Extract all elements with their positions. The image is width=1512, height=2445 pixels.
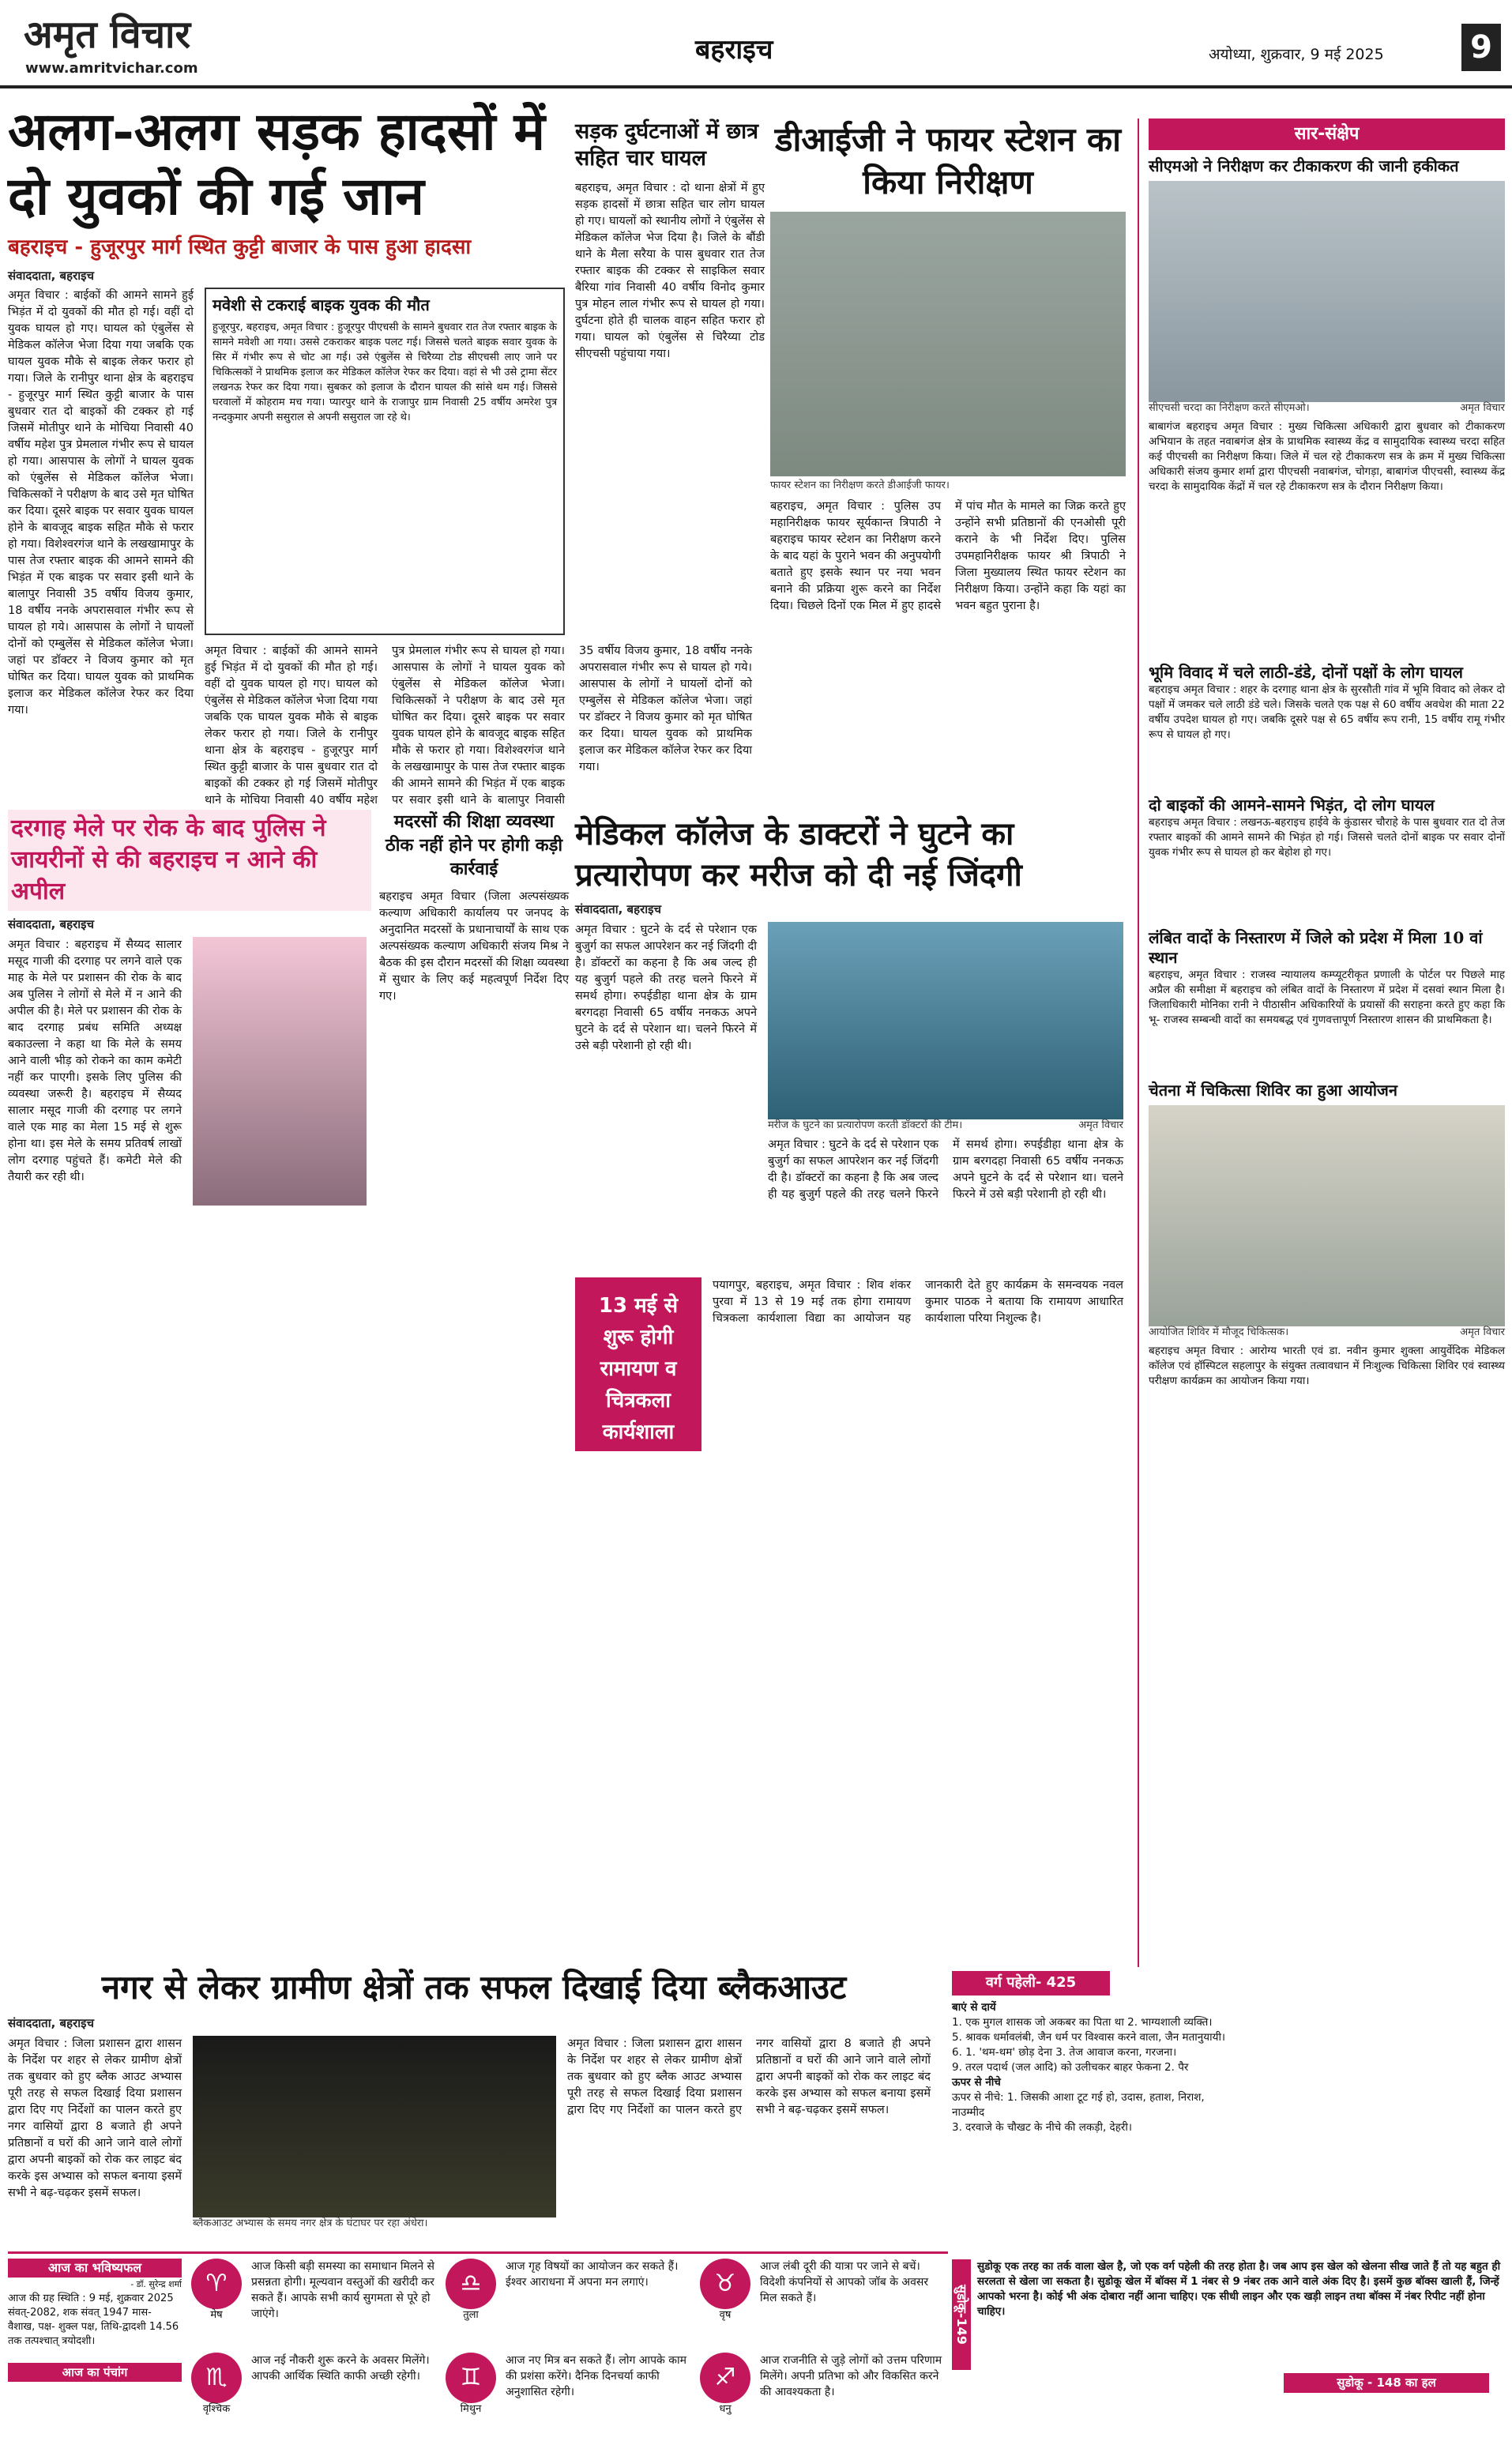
- fire-body: बहराइच, अमृत विचार : पुलिस उप महानिरीक्षक फायर सूर्यकान्त त्रिपाठी ने बहराइच फायर स्टेशन का निरीक्षण करने के बाद यहां के पुराने भवन की अनुपयोगी बताते हुए इसके स्थान पर नया भवन बनाने की प्रक्रिया शुरू करने का निर्देश दिया। चिछले दिनों एक मिल में हुए हादसे में पांच मौत के मामले का जिक्र करते हुए उन्होंने सभी प्रतिष्ठानों की एनओसी पूरी कराने के भी निर्देश दिए। पुलिस उपमहानिरीक्षक फायर श्री त्रिपाठी ने जिला मुख्यालय स्थित फायर स्टेशन का निरीक्षण किया। उन्होंने कहा कि यहां का भवन बहुत पुराना है।: [770, 500, 1126, 613]
- sidebar-item-headline: दो बाइकों की आमने-सामने भिड़ंत, दो लोग घायल: [1149, 795, 1435, 814]
- lead-byline: संवाददाता, बहराइच: [8, 268, 94, 283]
- blackout-caption: ब्लैकआउट अभ्यास के समय नगर क्षेत्र के घंटाघर पर रहा अंधेरा।: [193, 2217, 428, 2229]
- dargah-photo: [193, 937, 367, 1206]
- medical-byline: संवाददाता, बहराइच: [575, 902, 661, 916]
- sidebar-item-body: बहराइच अमृत विचार : आरोग्य भारती एवं डा. नवीन कुमार शुक्ला आयुर्वेदिक मेडिकल कॉलेज एवं हॉस्पिटल सहलापुर के संयुक्त तत्वावधान में निःशुल्क चिकित्सा शिविर एवं स्वास्थ्य परीक्षण कार्यक्रम का आयोजन किया गया।: [1149, 1345, 1505, 1387]
- accident-body: बहराइच, अमृत विचार : दो थाना क्षेत्रों में हुए सड़क हादसों में छात्रा सहित चार लोग घायल हो गए। घायलों को स्थानीय लोगों ने एंबुलेंस से मेडिकल कॉलेज भेज दिया है। जिले के बौंडी थाने के मैला सरैया के पास बुधवार रात तेज रफ्तार बाइक की टक्कर से साइकिल सवार बैरिया गांव निवासी 40 वर्षीय विनोद कुमार पुत्र मोहन लाल गंभीर रूप से घायल हो गया। दुर्घटना होते ही चालक वाहन सहित फरार हो गया। घायल को एंबुलेंस से चिरैय्या टोड सीएचसी पहुंचाया गया।: [575, 182, 765, 360]
- fire-caption: फायर स्टेशन का निरीक्षण करते डीआईजी फायर।: [770, 480, 950, 491]
- medical-headline: मेडिकल कॉलेज के डाक्टरों ने घुटने का प्रत्यारोपण कर मरीज को दी नई जिंदगी: [575, 815, 1022, 893]
- madrasa-story: [379, 810, 569, 1955]
- surgery-photo: [768, 922, 1123, 1119]
- gemini-icon: ♊: [446, 2353, 496, 2403]
- promo-box: 13 मई से शुरू होगी रामायण व चित्रकला कार्यशाला: [575, 1277, 701, 1451]
- sudoku: [952, 2259, 1505, 2441]
- panchang-title: आज का पंचांग: [8, 2363, 182, 2382]
- madrasa-headline: मदरसों की शिक्षा व्यवस्था ठीक नहीं होने पर होगी कड़ी कार्रवाई: [385, 811, 563, 879]
- clue: 1. एक मुगल शासक जो अकबर का पिता था 2. भाग्यशाली व्यक्ति।: [952, 2015, 1213, 2029]
- crossword-title: वर्ग पहेली- 425: [952, 1971, 1110, 1995]
- libra-icon: ♎: [446, 2259, 496, 2309]
- sagittarius-icon: ♐: [700, 2353, 750, 2403]
- clue: 3. दरवाजे के चौखट के नीचे की लकड़ी, देहरी।: [952, 2120, 1133, 2134]
- sidebar-item-body: बहराइच, अमृत विचार : राजस्व न्यायालय कम्प्यूटरीकृत प्रणाली के पोर्टल पर पिछले माह अप्रैल की समीक्षा में बहराइच को लंबित वादों के निस्तारण में प्रदेश में दसवां स्थान मिला है। जिलाधिकारी मोनिका रानी ने पीठासीन अधिकारियों के प्रयासों की सराहना करते हुए कहा कि भू- राजस्व सम्बन्धी वादों का समयबद्ध एवं गुणवत्तापूर्ण निस्तारण शासन की प्राथमिकता है।: [1149, 968, 1505, 1026]
- horoscope-author: - डॉ. सुरेन्द्र शर्मा: [130, 2279, 182, 2289]
- taurus-icon: ♉: [700, 2259, 750, 2309]
- page-number: 9: [1461, 24, 1501, 71]
- horoscope: [8, 2251, 948, 2441]
- clue: 6. 1. 'थम-थम' छोड़ देना 3. तेज आवाज करना, गरजना।: [952, 2045, 1177, 2059]
- clue: 5. श्रावक धर्मावलंबी, जैन धर्म पर विश्वास करने वाला, जैन मतानुयायी।: [952, 2030, 1226, 2044]
- medical-body: अमृत विचार : घुटने के दर्द से परेशान एक बुजुर्ग का सफल आपरेशन कर नई जिंदगी दी है। डॉक्टरों का कहना है कि अब जल्द ही यह बुजुर्ग पहले की तरह चलने फिरने में समर्थ होगा। रुपईडीहा थाना क्षेत्र के ग्राम बरगदहा निवासी 65 वर्षीय ननकऊ अपने घुटने के दर्द से परेशान था। चलने फिरने में उसे बड़ी परेशानी हो रही थी।: [575, 923, 757, 1052]
- surgery-caption: मरीज के घुटने का प्रत्यारोपण करती डॉक्टरों की टीम।: [768, 1119, 963, 1131]
- photo-credit: अमृत विचार: [1460, 1326, 1505, 1338]
- sudoku-title: सुडोकू-149: [952, 2259, 971, 2370]
- clue: 9. तरल पदार्थ (जल आदि) को उलीचकर बाहर फेकना 2. पैर: [952, 2060, 1189, 2074]
- inset-body: हुजूरपुर, बहराइच, अमृत विचार : हुजूरपुर पीएचसी के सामने बुधवार रात तेज रफ्तार बाइक के सामने मवेशी आ गया। उससे टकराकर बाइक पलट गई। जिससे चलते बाइक सवार युवक के सिर में गंभीर रूप से चोट आ गई। उसे एंबुलेंस से चिरैय्या टोड सीएचसी लाए जाने पर चिकित्सकों ने प्राथमिक इलाज कर मेडिकल कॉलेज रेफर कर दिया। वहां से भी उसे ट्रामा सेंटर लखनऊ रेफर कर दिया गया। सुबकर को इलाज के दौरान घायल की सांसे थम गई। जिससे घरवालों में कोहराम मच गया। प्यारपुर थाने के राजापुर ग्राम निवासी 25 वर्षीय अमरेश पुत्र नन्दकुमार अपनी ससुराल से अपनी ससुराल जा रहे थे।: [213, 322, 557, 424]
- sudoku-answer-title: सुडोकू - 148 का हल: [1284, 2373, 1489, 2393]
- sidebar-item-body: बहराइच अमृत विचार : शहर के दरगाह थाना क्षेत्र के सुरसौती गांव में भूमि विवाद को लेकर दो पक्षों में जमकर चले लाठी डंडे चले। जिसके चलते एक पक्ष से 60 वर्षीय अवधेश की माता 22 वर्षीय उपदेश घायल हो गए। जबकि दूसरे पक्ष से 65 वर्षीय रूप रानी, 15 वर्षीय रामू गंभीर रूप से घायल हो गए।: [1149, 683, 1505, 741]
- lead-body-cont: अमृत विचार : बाईकों की आमने सामने हुई भिड़ंत में दो युवकों की मौत हो गई। वहीं दो युवक घायल हो गए। घायल को एंबुलेंस से मेडिकल कॉलेज भेजा दिया गया जबकि एक घायल युवक मौके से बाइक लेकर फरार हो गया। जिले के रानीपुर थाना क्षेत्र के बहराइच - हुजूरपुर मार्ग स्थित कुट्टी बाजार के पास बुधवार रात दो बाइकों की टक्कर हो गई जिसमें मोतीपुर थाने के मोचिया निवासी 40 वर्षीय महेश पुत्र प्रेमलाल गंभीर रूप से घायल हो गया। आसपास के लोगों ने घायल युवक को एंबुलेंस से मेडिकल कॉलेज भेजा। चिकित्सकों ने परीक्षण के बाद उसे मृत घोषित कर दिया। दूसरे बाइक पर सवार युवक घायल होने के बावजूद बाइक सहित मौके से फरार हो गया। विशेश्वरगंज थाने के लखखामापुर के पास तेज रफ्तार बाइक की आमने सामने की भिड़ंत में एक बाइक पर सवार इसी थाने के बालापुर निवासी 35 वर्षीय विजय कुमार, 18 वर्षीय ननके अपरासवाल गंभीर रूप से घायल हो गये। आसपास के लोगों ने घायलों दोनों को एम्बुलेंस से मेडिकल कॉलेज भेजा। जहां पर डॉक्टर ने विजय कुमार को मृत घोषित कर दिया। घायल युवक को प्राथमिक इलाज कर मेडिकल कॉलेज रेफर कर दिया गया।: [205, 645, 752, 807]
- dargah-story: [8, 810, 371, 1955]
- clues-across-label: बाएं से दायें: [952, 2000, 996, 2014]
- inset-headline: मवेशी से टकराई बाइक युवक की मौत: [213, 295, 430, 315]
- dargah-byline: संवाददाता, बहराइच: [8, 917, 94, 931]
- medical-body-cont: अमृत विचार : घुटने के दर्द से परेशान एक बुजुर्ग का सफल आपरेशन कर नई जिंदगी दी है। डॉक्टरों का कहना है कि अब जल्द ही यह बुजुर्ग पहले की तरह चलने फिरने में समर्थ होगा। रुपईडीहा थाना क्षेत्र के ग्राम बरगदहा निवासी 65 वर्षीय ननकऊ अपने घुटने के दर्द से परेशान था। चलने फिरने में उसे बड़ी परेशानी हो रही थी।: [768, 1138, 1123, 1201]
- dargah-body: अमृत विचार : बहराइच में सैय्यद सालार मसूद गाजी की दरगाह पर लगने वाले एक माह के मेले पर प्रशासन की रोक के बाद अब पुलिस ने लोगों से मेले में न आने की अपील की है। मेले पर प्रशासन की रोक के बाद दरगाह प्रबंध समिति अध्यक्ष बकाउल्ला ने कहा था कि मेले के समय आने वाली भीड़ को रोकने का काम कमेटी नहीं कर पाएगी। इसके लिए पुलिस की व्यवस्था जरूरी है। बहराइच में सैय्यद सालार मसूद गाजी की दरगाह पर लगने वाले एक माह का मेला 15 मई से शुरू होना था। इस मेले के समय प्रतिवर्ष लाखों लोग दरगाह पहुंचते हैं। कमेटी मेले की तैयारी कर रही थी।: [8, 938, 182, 1183]
- lead-body: अमृत विचार : बाईकों की आमने सामने हुई भिड़ंत में दो युवकों की मौत हो गई। वहीं दो युवक घायल हो गए। घायल को एंबुलेंस से मेडिकल कॉलेज भेजा दिया गया जबकि एक घायल युवक मौके से बाइक लेकर फरार हो गया। जिले के रानीपुर थाना क्षेत्र के बहराइच - हुजूरपुर मार्ग स्थित कुट्टी बाजार के पास बुधवार रात दो बाइकों की टक्कर हो गई जिसमें मोतीपुर थाने के मोचिया निवासी 40 वर्षीय महेश पुत्र प्रेमलाल गंभीर रूप से घायल हो गया। आसपास के लोगों ने घायल युवक को एंबुलेंस से मेडिकल कॉलेज भेजा। चिकित्सकों ने परीक्षण के बाद उसे मृत घोषित कर दिया। दूसरे बाइक पर सवार युवक घायल होने के बावजूद बाइक सहित मौके से फरार हो गया। विशेश्वरगंज थाने के लखखामापुर के पास तेज रफ्तार बाइक की आमने सामने की भिड़ंत में एक बाइक पर सवार इसी थाने के बालापुर निवासी 35 वर्षीय विजय कुमार, 18 वर्षीय ननके अपरासवाल गंभीर रूप से घायल हो गये। आसपास के लोगों ने घायलों दोनों को एम्बुलेंस से मेडिकल कॉलेज भेजा। जहां पर डॉक्टर ने विजय कुमार को मृत घोषित कर दिया। घायल युवक को प्राथमिक इलाज कर मेडिकल कॉलेज रेफर कर दिया गया।: [8, 289, 194, 717]
- medical-story: [575, 814, 1128, 1540]
- sidebar-item-body: बाबागंज बहराइच अमृत विचार : मुख्य चिकित्सा अधिकारी द्वारा बुधवार को टीकाकरण अभियान के तहत नवाबगंज क्षेत्र के प्राथमिक स्वास्थ्य केंद्र व सामुदायिक स्वास्थ्य चरदा सहित कई पीएचसी का निरीक्षण किया। जिले में चल रहे टीकाकरण सत्र के क्रम में मुख्य चिकित्सा अधिकारी संजय कुमार शर्मा द्वारा पीएचसी नवाबगंज, चोगड़ा, बाबागंज पीएचसी, स्वास्थ्य केंद्र चरदा के सामुदायिक केंद्रों में चल रहे टीकाकरण सत्र के दौरान निरीक्षण किया।: [1149, 419, 1505, 493]
- dargah-headline: दरगाह मेले पर रोक के बाद पुलिस ने जायरीनों से की बहराइच न आने की अपील: [8, 810, 371, 911]
- dateline: अयोध्या, शुक्रवार, 9 मई 2025: [1209, 46, 1384, 63]
- crossword: [952, 1971, 1505, 2255]
- blackout-body-cont: अमृत विचार : जिला प्रशासन द्वारा शासन के निर्देश पर शहर से लेकर ग्रामीण क्षेत्रों तक बुधवार को हुए ब्लैक आउट अभ्यास पूरी तरह से सफल दिखाई दिया प्रशासन द्वारा दिए गए निर्देशों का पालन करते हुए नगर वासियों द्वारा 8 बजाते ही अपने प्रतिष्ठानों व घरों की आने जाने वाले लोगों द्वारा अपनी बाइकों को रोक कर लाइट बंद करके इस अभ्यास को सफल बनाया इसमें सभी ने बढ़-चढ़कर इसमें सफल।: [567, 2037, 931, 2116]
- promo-body: पयागपुर, बहराइच, अमृत विचार : शिव शंकर पुरवा में 13 से 19 मई तक होगा रामायण चित्रकला कार्यशाला विद्या का आयोजन यह जानकारी देते हुए कार्यक्रम के समन्वयक नवल कुमार पाठक ने बताया कि रामायण आधारित कार्यशाला परिया निशुल्क है।: [713, 1278, 1123, 1325]
- scorpio-icon: ♏: [191, 2353, 242, 2403]
- clues-down-label: ऊपर से नीचे: [952, 2075, 1001, 2089]
- fire-headline: डीआईजी ने फायर स्टेशन का किया निरीक्षण: [774, 120, 1122, 201]
- camp-photo: [1149, 1105, 1505, 1326]
- panchang-text: आज की ग्रह स्थिति : 9 मई, शुक्रवार 2025 संवत्-2082, शक संवत् 1947 मास- वैशाख, पक्ष- शुक्ल पक्ष, तिथि-द्वादशी 14.56 तक तत्पश्चात् त्रयोदशी।: [8, 2293, 179, 2347]
- aries-icon: ♈: [191, 2259, 242, 2309]
- accident-story: [575, 118, 765, 806]
- sidebar-item-body: बहराइच अमृत विचार : लखनऊ-बहराइच हाईवे के कुंडासर चौराहे के पास बुधवार रात दो तेज रफ्तार बाइकों की आमने सामने की भिड़ंत हो गई। जिससे चलते दोनों बाइक पर सवार दोनों युवक गंभीर रूप से घायल हो कर बेहोश हो गए।: [1149, 815, 1505, 859]
- masthead: [0, 0, 1512, 88]
- sidebar-item-headline: चेतना में चिकित्सा शिविर का हुआ आयोजन: [1149, 1080, 1397, 1100]
- rashi-vrishchik: ♏ वृश्चिक आज नई नौकरी शुरू करने के अवसर मिलेंगे। आपकी आर्थिक स्थिति काफी अच्छी रहेगी।: [191, 2353, 439, 2436]
- site-url[interactable]: www.amritvichar.com: [25, 60, 198, 77]
- section-title: बहराइच: [695, 34, 773, 66]
- sidebar-item-headline: सीएमओ ने निरीक्षण कर टीकाकरण की जानी हकीकत: [1149, 156, 1459, 175]
- lead-subhead: बहराइच - हुजूरपुर मार्ग स्थित कुट्टी बाजार के पास हुआ हादसा: [8, 235, 472, 259]
- fire-story: [770, 118, 1126, 806]
- clue: ऊपर से नीचे: 1. जिसकी आशा टूट गई हो, उदास, हताश, निराश, नाउम्मीद: [952, 2090, 1205, 2119]
- blackout-byline: संवाददाता, बहराइच: [8, 2016, 94, 2030]
- blackout-headline: नगर से लेकर ग्रामीण क्षेत्रों तक सफल दिखाई दिया ब्लैकआउट: [101, 1968, 847, 2007]
- sidebar: [1138, 118, 1505, 1967]
- photo-credit: अमृत विचार: [1078, 1119, 1123, 1131]
- sidebar-photo: [1149, 181, 1505, 402]
- blackout-body: अमृत विचार : जिला प्रशासन द्वारा शासन के निर्देश पर शहर से लेकर ग्रामीण क्षेत्रों तक बुधवार को हुए ब्लैक आउट अभ्यास पूरी तरह से सफल दिखाई दिया प्रशासन द्वारा दिए गए निर्देशों का पालन करते हुए नगर वासियों द्वारा 8 बजाते ही अपने प्रतिष्ठानों व घरों की आने जाने वाले लोगों द्वारा अपनी बाइकों को रोक कर लाइट बंद करके इस अभ्यास को सफल बनाया इसमें सभी ने बढ़-चढ़कर इसमें सफल।: [8, 2037, 182, 2199]
- rashi-mithun: ♊ मिथुन आज नए मित्र बन सकते हैं। लोग आपके काम की प्रशंसा करेंगे। दैनिक दिनचर्या काफी अनुशासित रहेगी।: [446, 2353, 694, 2436]
- sidebar-item-headline: लंबित वादों के निस्तारण में जिले को प्रदेश में मिला 10 वां स्थान: [1149, 927, 1483, 967]
- madrasa-body: बहराइच अमृत विचार (जिला अल्पसंख्यक कल्याण अधिकारी कार्यालय पर जनपद के अनुदानित मदरसों के प्रधानाचार्यों के साथ एक अल्पसंख्यक कल्याण अधिकारी संजय मिश्र ने बैठक की इस दौरान मदरसों की शिक्षा व्यवस्था में सुधार के लिए कई महत्वपूर्ण निर्देश दिए गए।: [379, 890, 569, 1002]
- photo-credit: अमृत विचार: [1460, 401, 1505, 414]
- blackout-photo: [193, 2036, 556, 2217]
- rashi-dhanu: ♐ धनु आज राजनीति से जुड़े लोगों को उत्तम परिणाम मिलेंगे। अपनी प्रतिभा को और विकसित करने की आवश्यकता है।: [700, 2353, 948, 2436]
- fire-photo: [770, 212, 1126, 476]
- sudoku-intro: सुडोकू एक तरह का तर्क वाला खेल है, जो एक वर्ग पहेली की तरह होता है। जब आप इस खेल को खेलना सीख जाते हैं तो यह बहुत ही सरलता से खेला जा सकता है। सुडोकू खेल में बॉक्स में 1 नंबर से 9 नंबर तक आने वाले अंक दिए है। इसमें कुछ बॉक्स खाली हैं, जिन्हें आपको भरना है। कोई भी अंक दोबारा नहीं आना चाहिए। एक सीधी लाइन और एक खड़ी लाइन तथा बॉक्स में नंबर रिपीट नहीं होना चाहिए।: [977, 2260, 1501, 2318]
- lead-headline: अलग-अलग सड़क हादसों में दो युवकों की गई जान: [8, 100, 545, 227]
- logo: अमृत विचार: [24, 13, 191, 57]
- rashi-tula: ♎ तुला आज गृह विषयों का आयोजन कर सकते हैं। ईश्वर आराधना में अपना मन लगाएं।: [446, 2259, 694, 2342]
- rashi-vrishabh: ♉ वृष आज लंबी दूरी की यात्रा पर जाने से बचें। विदेशी कंपनियों से आपको जॉब के अवसर मिल सकते हैं।: [700, 2259, 948, 2342]
- blackout-story: [8, 1967, 940, 2244]
- horoscope-title: आज का भविष्यफल: [8, 2259, 182, 2278]
- inset-box: [205, 288, 565, 635]
- sidebar-title: सार-संक्षेप: [1149, 118, 1505, 150]
- camp-caption: आयोजित शिविर में मौजूद चिकित्सक।: [1149, 1326, 1289, 1338]
- rashi-mesh: ♈ मेष आज किसी बड़ी समस्या का समाधान मिलने से प्रसन्नता होगी। मूल्यवान वस्तुओं की खरीदी कर सकते हैं। आपके सभी कार्य सुगमता से पूरे हो जाएंगे।: [191, 2259, 439, 2342]
- sidebar-caption: सीएचसी चरदा का निरीक्षण करते सीएमओ।: [1149, 401, 1310, 414]
- accident-headline: सड़क दुर्घटनाओं में छात्र सहित चार घायल: [575, 119, 759, 171]
- sidebar-item-headline: भूमि विवाद में चले लाठी-डंडे, दोनों पक्षों के लोग घायल: [1149, 662, 1463, 682]
